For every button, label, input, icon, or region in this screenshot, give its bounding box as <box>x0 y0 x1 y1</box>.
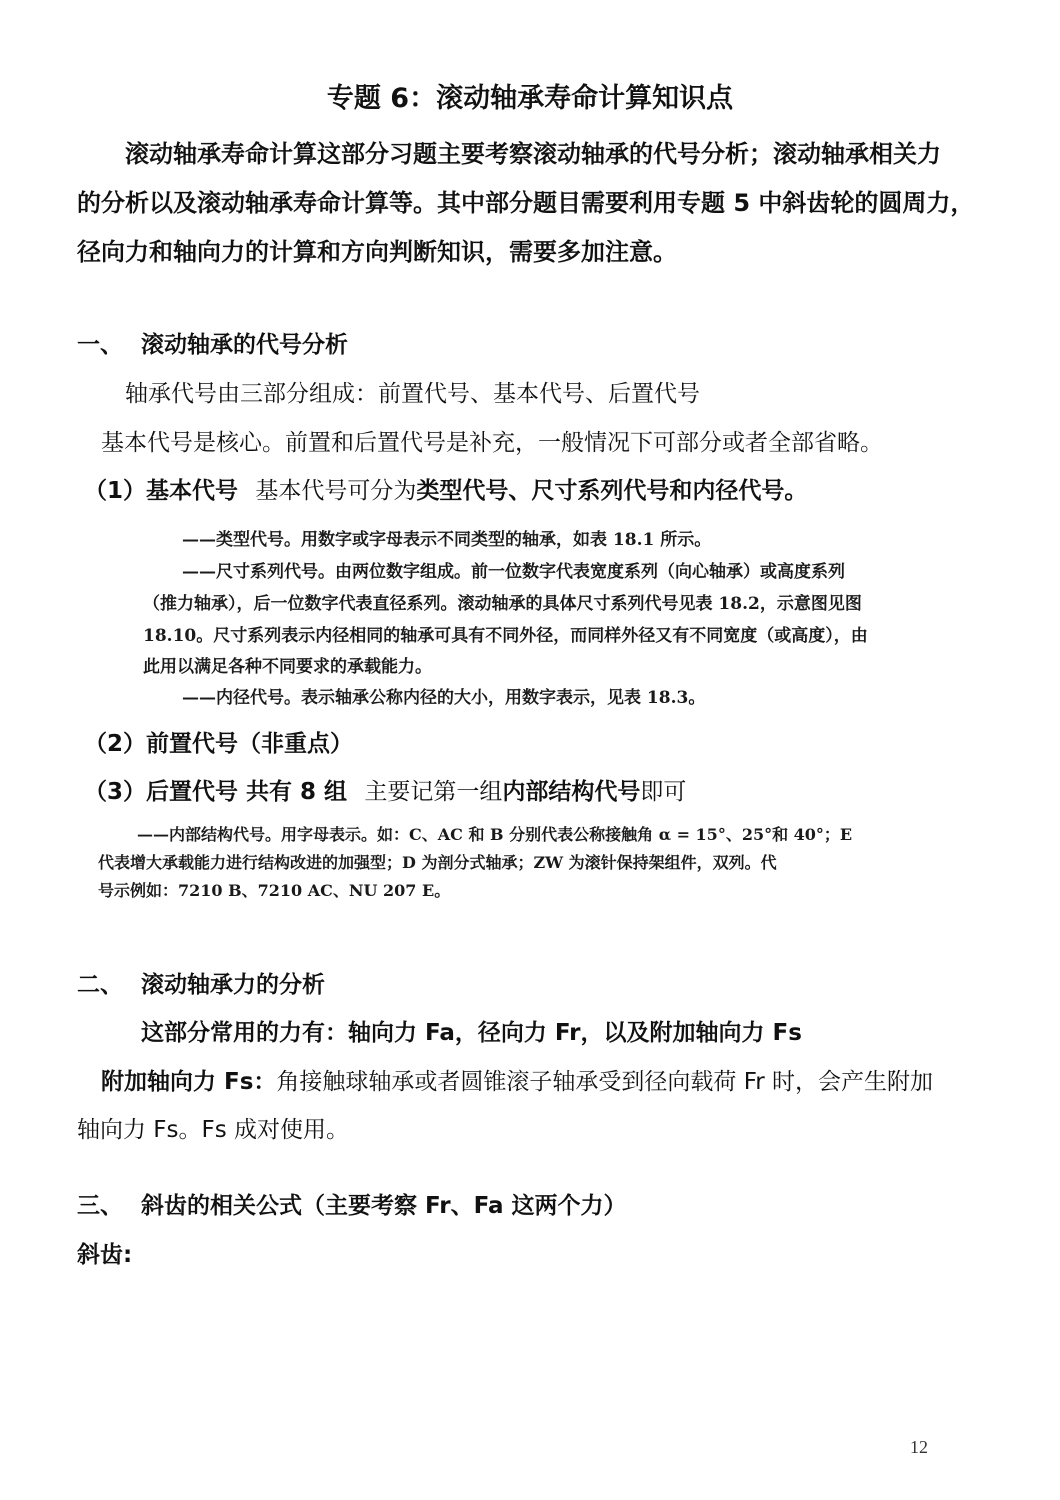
section-2-paragraph-1: 这部分常用的力有：轴向力 Fa，径向力 Fr，以及附加轴向力 Fs <box>141 1020 802 1046</box>
scan1-line-3: （推力轴承），后一位数字代表直径系列。滚动轴承的具体尺寸系列代号见表 18.2，示意图见图 <box>143 594 862 614</box>
scan2-line-2: 代表增大承载能力进行结构改进的加强型；D 为剖分式轴承；ZW 为滚针保持架组件，双列。代 <box>98 853 777 872</box>
section-1-paragraph-2: 基本代号是核心。前置和后置代号是补充，一般情况下可部分或者全部省略。 <box>101 430 883 456</box>
section-2-title: 滚动轴承力的分析 <box>141 972 325 998</box>
item-suffix-code-label: （3）后置代号 共有 8 组 <box>84 779 348 805</box>
section-1-title: 滚动轴承的代号分析 <box>141 332 348 358</box>
scan1-line-4: 18.10。尺寸系列表示内径相同的轴承可具有不同外径，而同样外径又有不同宽度（或高度），由 <box>143 626 868 646</box>
section-1-heading <box>77 326 348 359</box>
section-3-title: 斜齿的相关公式（主要考察 Fr、Fa 这两个力） <box>141 1193 627 1219</box>
scan2-line-3: 号示例如：7210 B、7210 AC、NU 207 E。 <box>98 881 451 900</box>
item-basic-code-text: 基本代号可分为 <box>255 478 417 504</box>
scan1-line-2: ——尺寸系列代号。由两位数字组成。前一位数字代表宽度系列（向心轴承）或高度系列 <box>182 562 845 582</box>
item-basic-code <box>84 472 807 505</box>
additional-axial-force-label: 附加轴向力 Fs： <box>101 1069 277 1095</box>
section-2-paragraph-2 <box>101 1063 933 1096</box>
scan2-line-1: ——内部结构代号。用字母表示。如：C、AC 和 B 分别代表公称接触角 α = 15°、25°和 40°；E <box>137 825 853 844</box>
section-2-number: 二、 <box>77 972 123 998</box>
scan1-line-5: 此用以满足各种不同要求的承载能力。 <box>143 657 432 677</box>
section-2-paragraph-3: 轴向力 Fs。Fs 成对使用。 <box>77 1117 350 1143</box>
additional-axial-force-text: 角接触球轴承或者圆锥滚子轴承受到径向载荷 Fr 时，会产生附加 <box>276 1069 934 1095</box>
item-suffix-code-tail: 即可 <box>640 779 687 805</box>
item-suffix-code-bold: 内部结构代号 <box>502 779 641 805</box>
intro-paragraph <box>77 130 987 277</box>
intro-line-1: 滚动轴承寿命计算这部分习题主要考察滚动轴承的代号分析；滚动轴承相关力 <box>125 140 941 168</box>
item-suffix-code <box>84 773 686 806</box>
intro-line-2: 的分析以及滚动轴承寿命计算等。其中部分题目需要利用专题 5 中斜齿轮的圆周力， <box>77 189 975 217</box>
section-1-paragraph-1: 轴承代号由三部分组成：前置代号、基本代号、后置代号 <box>125 381 700 407</box>
item-prefix-code: （2）前置代号（非重点） <box>84 731 354 757</box>
section-3-heading <box>77 1187 626 1220</box>
scan1-line-6: ——内径代号。表示轴承公称内径的大小，用数字表示，见表 18.3。 <box>182 688 706 708</box>
item-basic-code-bold: 类型代号、尺寸系列代号和内径代号。 <box>416 478 808 504</box>
page-title: 专题 6：滚动轴承寿命计算知识点 <box>326 83 734 114</box>
section-1-number: 一、 <box>77 332 123 358</box>
item-basic-code-label: （1）基本代号 <box>84 478 239 504</box>
page-number: 12 <box>910 1437 928 1457</box>
section-3-number: 三、 <box>77 1193 123 1219</box>
section-2-heading <box>77 966 325 999</box>
item-suffix-code-text: 主要记第一组 <box>364 779 503 805</box>
intro-line-3: 径向力和轴向力的计算和方向判断知识，需要多加注意。 <box>77 238 677 266</box>
scan1-line-1: ——类型代号。用数字或字母表示不同类型的轴承，如表 18.1 所示。 <box>182 530 712 550</box>
helical-gear-label: 斜齿: <box>77 1242 133 1268</box>
